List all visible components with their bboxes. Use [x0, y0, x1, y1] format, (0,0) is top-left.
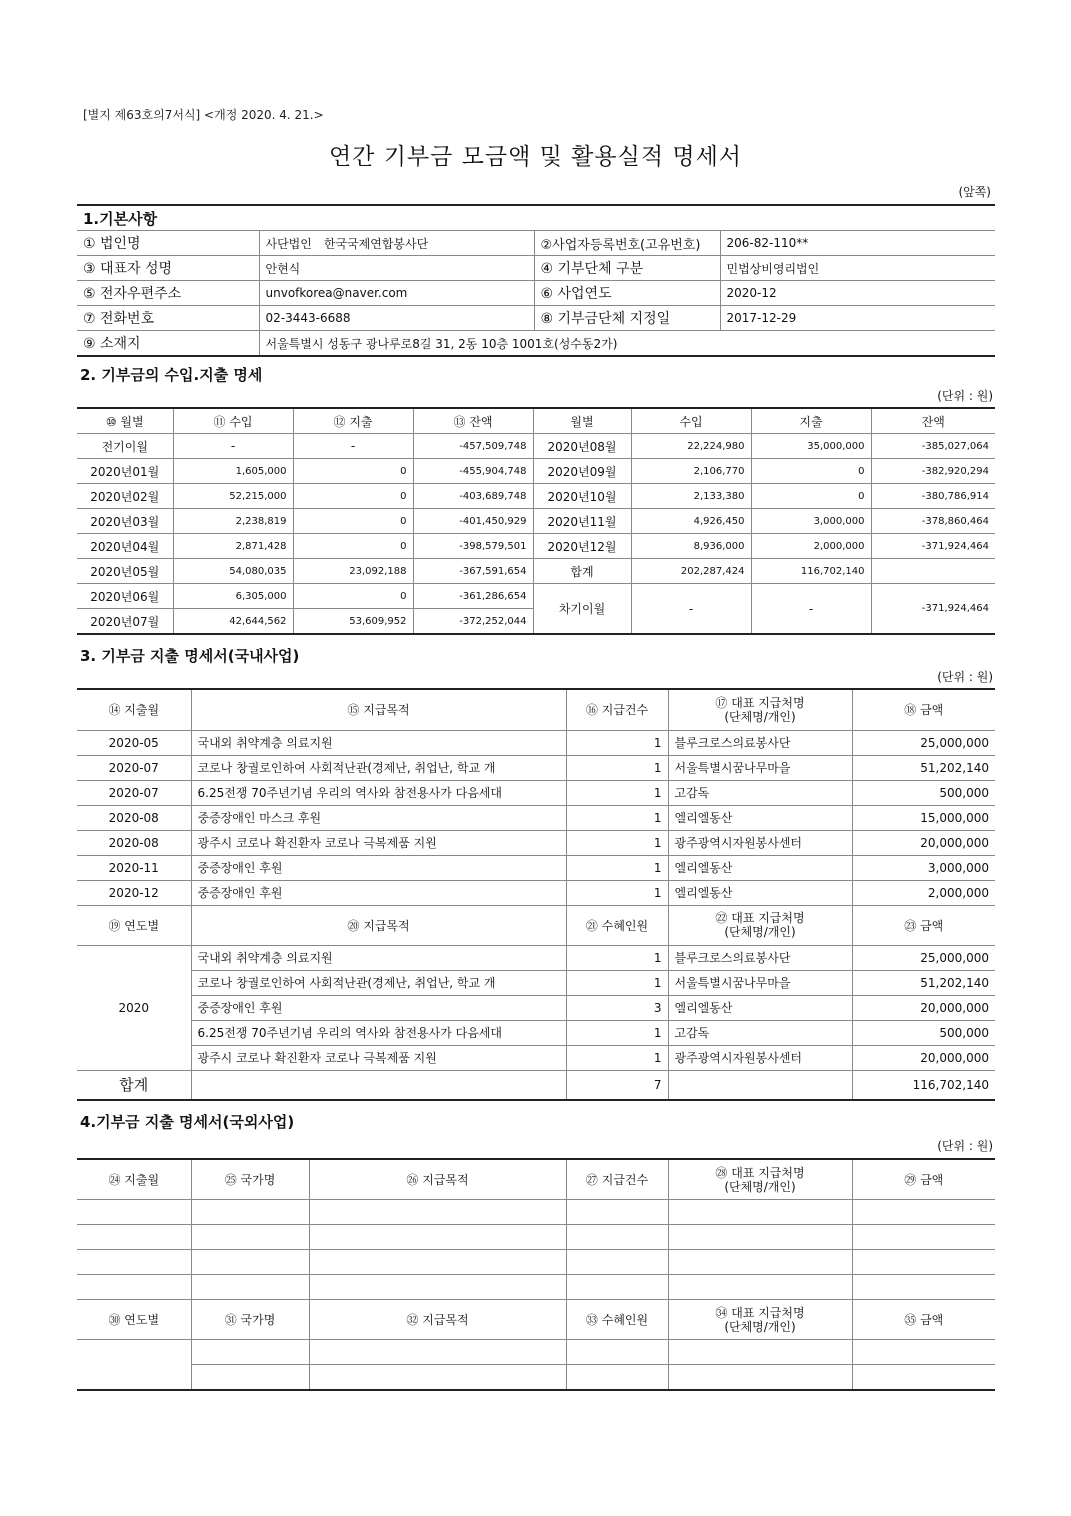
table-row — [77, 970, 995, 995]
purpose-cell: 중증장애인 후원 — [191, 880, 566, 905]
basic-value: 02-3443-6688 — [259, 306, 534, 331]
recipient-cell: 엘리엘동산 — [668, 805, 852, 830]
income-cell: 2,106,770 — [631, 459, 751, 484]
expense-cell: 0 — [293, 509, 413, 534]
balance-cell — [871, 559, 995, 584]
recipient-cell: 광주광역시자원봉사센터 — [668, 830, 852, 855]
month-cell: 2020-12 — [77, 880, 191, 905]
table-row — [77, 805, 995, 830]
month-cell: 2020년01월 — [77, 459, 173, 484]
recipient-cell: 고감독 — [668, 1020, 852, 1045]
header-line: (단체명/개인) — [724, 709, 796, 724]
table-row — [77, 755, 995, 780]
table-row — [77, 434, 995, 459]
income-cell: 202,287,424 — [631, 559, 751, 584]
address-value: 서울특별시 성동구 광나루로8길 31, 2동 10층 1001호(성수동2가) — [259, 331, 995, 357]
balance-cell: -398,579,501 — [413, 534, 533, 559]
amount-cell: 15,000,000 — [852, 805, 995, 830]
col-header: 잔액 — [871, 408, 995, 434]
section-3-heading: 3. 기부금 지출 명세서(국내사업) — [80, 647, 300, 665]
basic-label: ⑤ 전자우편주소 — [77, 281, 259, 306]
unit-label: (단위 : 원) — [937, 670, 993, 684]
purpose-cell: 광주시 코로나 확진환자 코로나 극복제품 지원 — [191, 1045, 566, 1070]
empty-row — [77, 1275, 995, 1300]
col-header: ⑩ 월별 — [77, 408, 173, 434]
expense-cell: 23,092,188 — [293, 559, 413, 584]
count-cell: 1 — [566, 855, 668, 880]
month-cell: 2020-11 — [77, 855, 191, 880]
basic-value: 206-82-110** — [720, 231, 995, 256]
income-cell: - — [173, 434, 293, 459]
income-cell: 2,238,819 — [173, 509, 293, 534]
basic-label: ④ 기부단체 구분 — [534, 256, 720, 281]
header-line: (단체명/개인) — [724, 1319, 796, 1334]
count-cell: 1 — [566, 970, 668, 995]
col-header: ㉖ 지급목적 — [309, 1159, 566, 1200]
col-header: ⑯ 지급건수 — [566, 689, 668, 730]
month-cell: 2020년11월 — [533, 509, 631, 534]
col-header: ㉜ 지급목적 — [309, 1300, 566, 1340]
basic-label: ②사업자등록번호(고유번호) — [534, 231, 720, 256]
address-label: ⑨ 소재지 — [77, 331, 259, 357]
section-1-heading: 1.기본사항 — [77, 205, 995, 231]
expense-cell: 53,609,952 — [293, 609, 413, 635]
table-row — [77, 484, 995, 509]
header-line: (단체명/개인) — [724, 1179, 796, 1194]
total-label: 합계 — [77, 1070, 191, 1100]
basic-value: 민법상비영리법인 — [720, 256, 995, 281]
count-cell: 1 — [566, 880, 668, 905]
col-header: ㉟ 금액 — [852, 1300, 995, 1340]
table-row — [77, 559, 995, 584]
purpose-cell: 6.25전쟁 70주년기념 우리의 역사와 참전용사가 다음세대 — [191, 780, 566, 805]
income-cell: 8,936,000 — [631, 534, 751, 559]
table-row — [77, 780, 995, 805]
basic-info-table — [77, 204, 995, 357]
recipient-cell: 광주광역시자원봉사센터 — [668, 1045, 852, 1070]
col-header: ㉕ 국가명 — [191, 1159, 309, 1200]
month-cell: 2020년02월 — [77, 484, 173, 509]
col-header: ⑬ 잔액 — [413, 408, 533, 434]
recipient-cell: 블루크로스의료봉사단 — [668, 730, 852, 755]
table-row — [77, 995, 995, 1020]
balance-cell: -385,027,064 — [871, 434, 995, 459]
expense-cell: 0 — [293, 459, 413, 484]
header-line: (단체명/개인) — [724, 925, 796, 939]
amount-cell: 500,000 — [852, 780, 995, 805]
basic-label: ⑦ 전화번호 — [77, 306, 259, 331]
expense-cell: 0 — [293, 584, 413, 609]
income-cell: 42,644,562 — [173, 609, 293, 635]
count-cell: 1 — [566, 780, 668, 805]
carry-income: - — [631, 584, 751, 635]
table-row — [77, 945, 995, 970]
month-cell: 2020년10월 — [533, 484, 631, 509]
col-header: ⑲ 연도별 — [77, 905, 191, 945]
purpose-cell: 국내외 취약계층 의료지원 — [191, 730, 566, 755]
page-side-label: (앞쪽) — [958, 185, 991, 199]
col-header: ⑳ 지급목적 — [191, 905, 566, 945]
amount-cell: 3,000,000 — [852, 855, 995, 880]
amount-cell: 2,000,000 — [852, 880, 995, 905]
section-4-heading: 4.기부금 지출 명세서(국외사업) — [80, 1113, 295, 1131]
count-cell: 1 — [566, 755, 668, 780]
count-cell: 3 — [566, 995, 668, 1020]
col-header: ㉙ 금액 — [852, 1159, 995, 1200]
carry-balance: -371,924,464 — [871, 584, 995, 635]
count-cell: 1 — [566, 730, 668, 755]
table-row — [77, 1020, 995, 1045]
balance-cell: -403,689,748 — [413, 484, 533, 509]
income-cell: 54,080,035 — [173, 559, 293, 584]
document-title: 연간 기부금 모금액 및 활용실적 명세서 — [328, 144, 743, 170]
month-cell: 2020년04월 — [77, 534, 173, 559]
recipient-cell: 서울특별시꿈나무마을 — [668, 755, 852, 780]
purpose-cell: 중증장애인 후원 — [191, 855, 566, 880]
col-header — [668, 905, 852, 945]
expense-cell: - — [293, 434, 413, 459]
table-row — [77, 880, 995, 905]
col-header — [668, 1159, 852, 1200]
amount-cell: 20,000,000 — [852, 1045, 995, 1070]
balance-cell: -367,591,654 — [413, 559, 533, 584]
col-header: ⑮ 지급목적 — [191, 689, 566, 730]
month-cell: 2020-05 — [77, 730, 191, 755]
total-empty — [668, 1070, 852, 1100]
purpose-cell: 6.25전쟁 70주년기념 우리의 역사와 참전용사가 다음세대 — [191, 1020, 566, 1045]
purpose-cell: 중증장애인 마스크 후원 — [191, 805, 566, 830]
table-row — [77, 509, 995, 534]
income-cell: 1,605,000 — [173, 459, 293, 484]
empty-row — [77, 1365, 995, 1391]
col-header: ⑭ 지출월 — [77, 689, 191, 730]
expense-cell: 116,702,140 — [751, 559, 871, 584]
amount-cell: 20,000,000 — [852, 995, 995, 1020]
count-cell: 1 — [566, 830, 668, 855]
amount-cell: 500,000 — [852, 1020, 995, 1045]
basic-value: 사단법인 한국국제연합봉사단 — [259, 231, 534, 256]
recipient-cell: 엘리엘동산 — [668, 880, 852, 905]
col-header: ㉚ 연도별 — [77, 1300, 191, 1340]
month-cell: 2020-07 — [77, 755, 191, 780]
col-header: ㉓ 금액 — [852, 905, 995, 945]
col-header: ⑪ 수입 — [173, 408, 293, 434]
purpose-cell: 코로나 창궐로인하여 사회적난관(경제난, 취업난, 학교 개 — [191, 755, 566, 780]
expense-cell: 2,000,000 — [751, 534, 871, 559]
expense-cell: 3,000,000 — [751, 509, 871, 534]
income-cell: 2,871,428 — [173, 534, 293, 559]
table-row — [77, 459, 995, 484]
empty-row — [77, 1250, 995, 1275]
income-expense-table — [77, 407, 995, 635]
year-cell: 2020 — [77, 945, 191, 1070]
col-header: ⑱ 금액 — [852, 689, 995, 730]
recipient-cell: 엘리엘동산 — [668, 855, 852, 880]
unit-label: (단위 : 원) — [937, 389, 993, 403]
col-header: ⑫ 지출 — [293, 408, 413, 434]
income-cell: 4,926,450 — [631, 509, 751, 534]
col-header — [668, 1300, 852, 1340]
balance-cell: -382,920,294 — [871, 459, 995, 484]
expense-cell: 0 — [293, 484, 413, 509]
amount-cell: 51,202,140 — [852, 755, 995, 780]
table-row — [77, 855, 995, 880]
section-2-heading: 2. 기부금의 수입.지출 명세 — [80, 366, 263, 384]
empty-row — [77, 1200, 995, 1225]
total-empty — [191, 1070, 566, 1100]
balance-cell: -457,509,748 — [413, 434, 533, 459]
month-cell: 2020-08 — [77, 830, 191, 855]
expense-cell: 0 — [751, 459, 871, 484]
col-header: ㉛ 국가명 — [191, 1300, 309, 1340]
col-header: ㉗ 지급건수 — [566, 1159, 668, 1200]
purpose-cell: 코로나 창궐로인하여 사회적난관(경제난, 취업난, 학교 개 — [191, 970, 566, 995]
col-header: 지출 — [751, 408, 871, 434]
month-cell: 2020년08월 — [533, 434, 631, 459]
income-cell: 2,133,380 — [631, 484, 751, 509]
recipient-cell: 서울특별시꿈나무마을 — [668, 970, 852, 995]
recipient-cell: 엘리엘동산 — [668, 995, 852, 1020]
month-cell: 2020년12월 — [533, 534, 631, 559]
col-header: ㉑ 수혜인원 — [566, 905, 668, 945]
basic-label: ⑧ 기부금단체 지정일 — [534, 306, 720, 331]
count-cell: 1 — [566, 1045, 668, 1070]
col-header: 월별 — [533, 408, 631, 434]
header-line: ㉒ 대표 지급처명 — [715, 911, 805, 925]
expense-cell: 0 — [293, 534, 413, 559]
table-row — [77, 1045, 995, 1070]
month-cell: 2020년05월 — [77, 559, 173, 584]
table-row — [77, 830, 995, 855]
table-row — [77, 584, 995, 609]
balance-cell: -401,450,929 — [413, 509, 533, 534]
carry-label: 차기이월 — [533, 584, 631, 635]
basic-value: 2017-12-29 — [720, 306, 995, 331]
col-header — [668, 689, 852, 730]
basic-label: ① 법인명 — [77, 231, 259, 256]
purpose-cell: 중증장애인 후원 — [191, 995, 566, 1020]
carry-expense: - — [751, 584, 871, 635]
basic-value: 2020-12 — [720, 281, 995, 306]
expense-cell: 0 — [751, 484, 871, 509]
balance-cell: -371,924,464 — [871, 534, 995, 559]
purpose-cell: 광주시 코로나 확진환자 코로나 극복제품 지원 — [191, 830, 566, 855]
month-cell: 2020-08 — [77, 805, 191, 830]
header-line: ㉞ 대표 지급처명 — [715, 1305, 805, 1320]
table-row — [77, 730, 995, 755]
total-amount: 116,702,140 — [852, 1070, 995, 1100]
amount-cell: 20,000,000 — [852, 830, 995, 855]
col-header: ㉝ 수혜인원 — [566, 1300, 668, 1340]
domestic-expense-table — [77, 688, 995, 1101]
total-count: 7 — [566, 1070, 668, 1100]
header-line: ⑰ 대표 지급처명 — [715, 695, 805, 710]
balance-cell: -455,904,748 — [413, 459, 533, 484]
balance-cell: -380,786,914 — [871, 484, 995, 509]
month-cell: 전기이월 — [77, 434, 173, 459]
balance-cell: -372,252,044 — [413, 609, 533, 635]
month-cell: 2020-07 — [77, 780, 191, 805]
expense-cell: 35,000,000 — [751, 434, 871, 459]
recipient-cell: 고감독 — [668, 780, 852, 805]
balance-cell: -378,860,464 — [871, 509, 995, 534]
amount-cell: 25,000,000 — [852, 730, 995, 755]
empty-row — [77, 1225, 995, 1250]
amount-cell: 51,202,140 — [852, 970, 995, 995]
balance-cell: -361,286,654 — [413, 584, 533, 609]
basic-value: unvofkorea@naver.com — [259, 281, 534, 306]
col-header: 수입 — [631, 408, 751, 434]
recipient-cell: 블루크로스의료봉사단 — [668, 945, 852, 970]
basic-label: ⑥ 사업연도 — [534, 281, 720, 306]
empty-row — [77, 1340, 995, 1365]
purpose-cell: 국내외 취약계층 의료지원 — [191, 945, 566, 970]
income-cell: 22,224,980 — [631, 434, 751, 459]
month-cell: 2020년06월 — [77, 584, 173, 609]
table-row — [77, 534, 995, 559]
month-cell: 2020년07월 — [77, 609, 173, 635]
count-cell: 1 — [566, 945, 668, 970]
header-line: ㉘ 대표 지급처명 — [715, 1165, 805, 1180]
month-cell: 2020년03월 — [77, 509, 173, 534]
unit-label: (단위 : 원) — [937, 1139, 993, 1153]
col-header: ㉔ 지출월 — [77, 1159, 191, 1200]
basic-label: ③ 대표자 성명 — [77, 256, 259, 281]
count-cell: 1 — [566, 805, 668, 830]
month-cell: 합계 — [533, 559, 631, 584]
income-cell: 6,305,000 — [173, 584, 293, 609]
month-cell: 2020년09월 — [533, 459, 631, 484]
form-number: [별지 제63호의7서식] <개정 2020. 4. 21.> — [83, 108, 324, 122]
income-cell: 52,215,000 — [173, 484, 293, 509]
overseas-expense-table — [77, 1158, 995, 1391]
count-cell: 1 — [566, 1020, 668, 1045]
basic-value: 안현식 — [259, 256, 534, 281]
amount-cell: 25,000,000 — [852, 945, 995, 970]
